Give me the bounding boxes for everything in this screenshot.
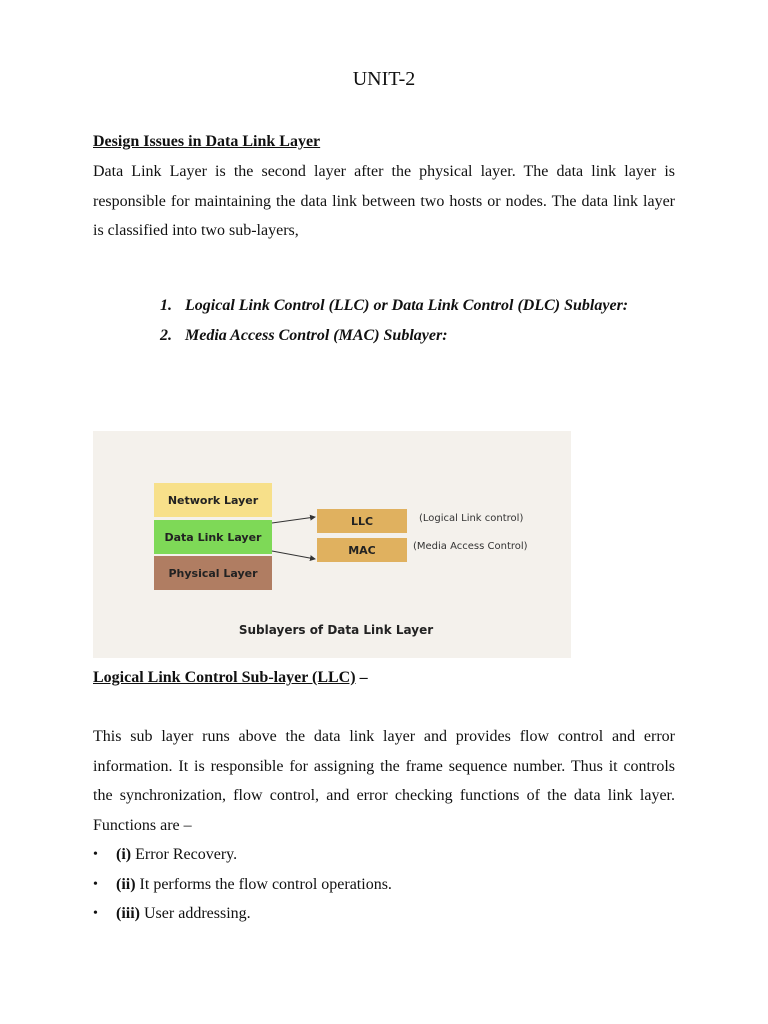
llc-heading-line [93,669,368,687]
function-number: (ii) [116,875,136,893]
list-number: 1. [160,297,172,314]
bullet-icon: • [93,876,98,892]
list-text: Logical Link Control (LLC) or Data Link Control (DLC) Sublayer: [185,297,629,314]
arrow-to-llc [272,517,315,523]
mac-box: MAC [317,538,407,562]
sublayer-list [160,291,675,350]
llc-paragraph: This sub layer runs above the data link layer and provides flow control and error information. It is responsible for assigning the frame sequence number. Thus it controls the synchronization, flow control, and error checking functions of the data link layer. Functions are – [93,728,675,834]
function-text: It performs the flow control operations. [135,875,392,893]
list-item [160,321,675,351]
list-item [93,870,675,900]
function-number: (i) [116,846,132,863]
figure-caption: Sublayers of Data Link Layer [238,623,434,637]
mac-note: (Media Access Control) [413,541,528,552]
physical-layer-box: Physical Layer [154,556,272,590]
sublayers-diagram [93,431,571,658]
list-item [160,291,675,321]
section-heading-design-issues: Design Issues in Data Link Layer [93,133,321,150]
list-text: Media Access Control (MAC) Sublayer: [185,326,448,344]
llc-note: (Logical Link control) [419,513,524,524]
intro-paragraph: Data Link Layer is the second layer after the physical layer. The data link layer is responsible for maintaining the data link between two hosts or nodes. The data link layer is classified into two sub-layers, [93,163,675,239]
bullet-icon: • [93,847,98,862]
function-text: User addressing. [140,905,251,922]
heading-dash: – [355,669,368,686]
llc-functions-list [93,840,675,929]
function-number: (iii) [116,905,140,922]
list-number: 2. [160,326,172,344]
arrow-to-mac [272,551,315,559]
data-link-layer-box: Data Link Layer [154,520,272,554]
list-item [93,899,675,929]
network-layer-box: Network Layer [154,483,272,517]
function-text: Error Recovery. [131,846,238,863]
llc-box: LLC [317,509,407,533]
bullet-icon: • [93,906,98,921]
page-title: UNIT-2 [352,68,416,90]
list-item [93,840,675,870]
section-heading-llc: Logical Link Control Sub-layer (LLC) [93,669,356,686]
